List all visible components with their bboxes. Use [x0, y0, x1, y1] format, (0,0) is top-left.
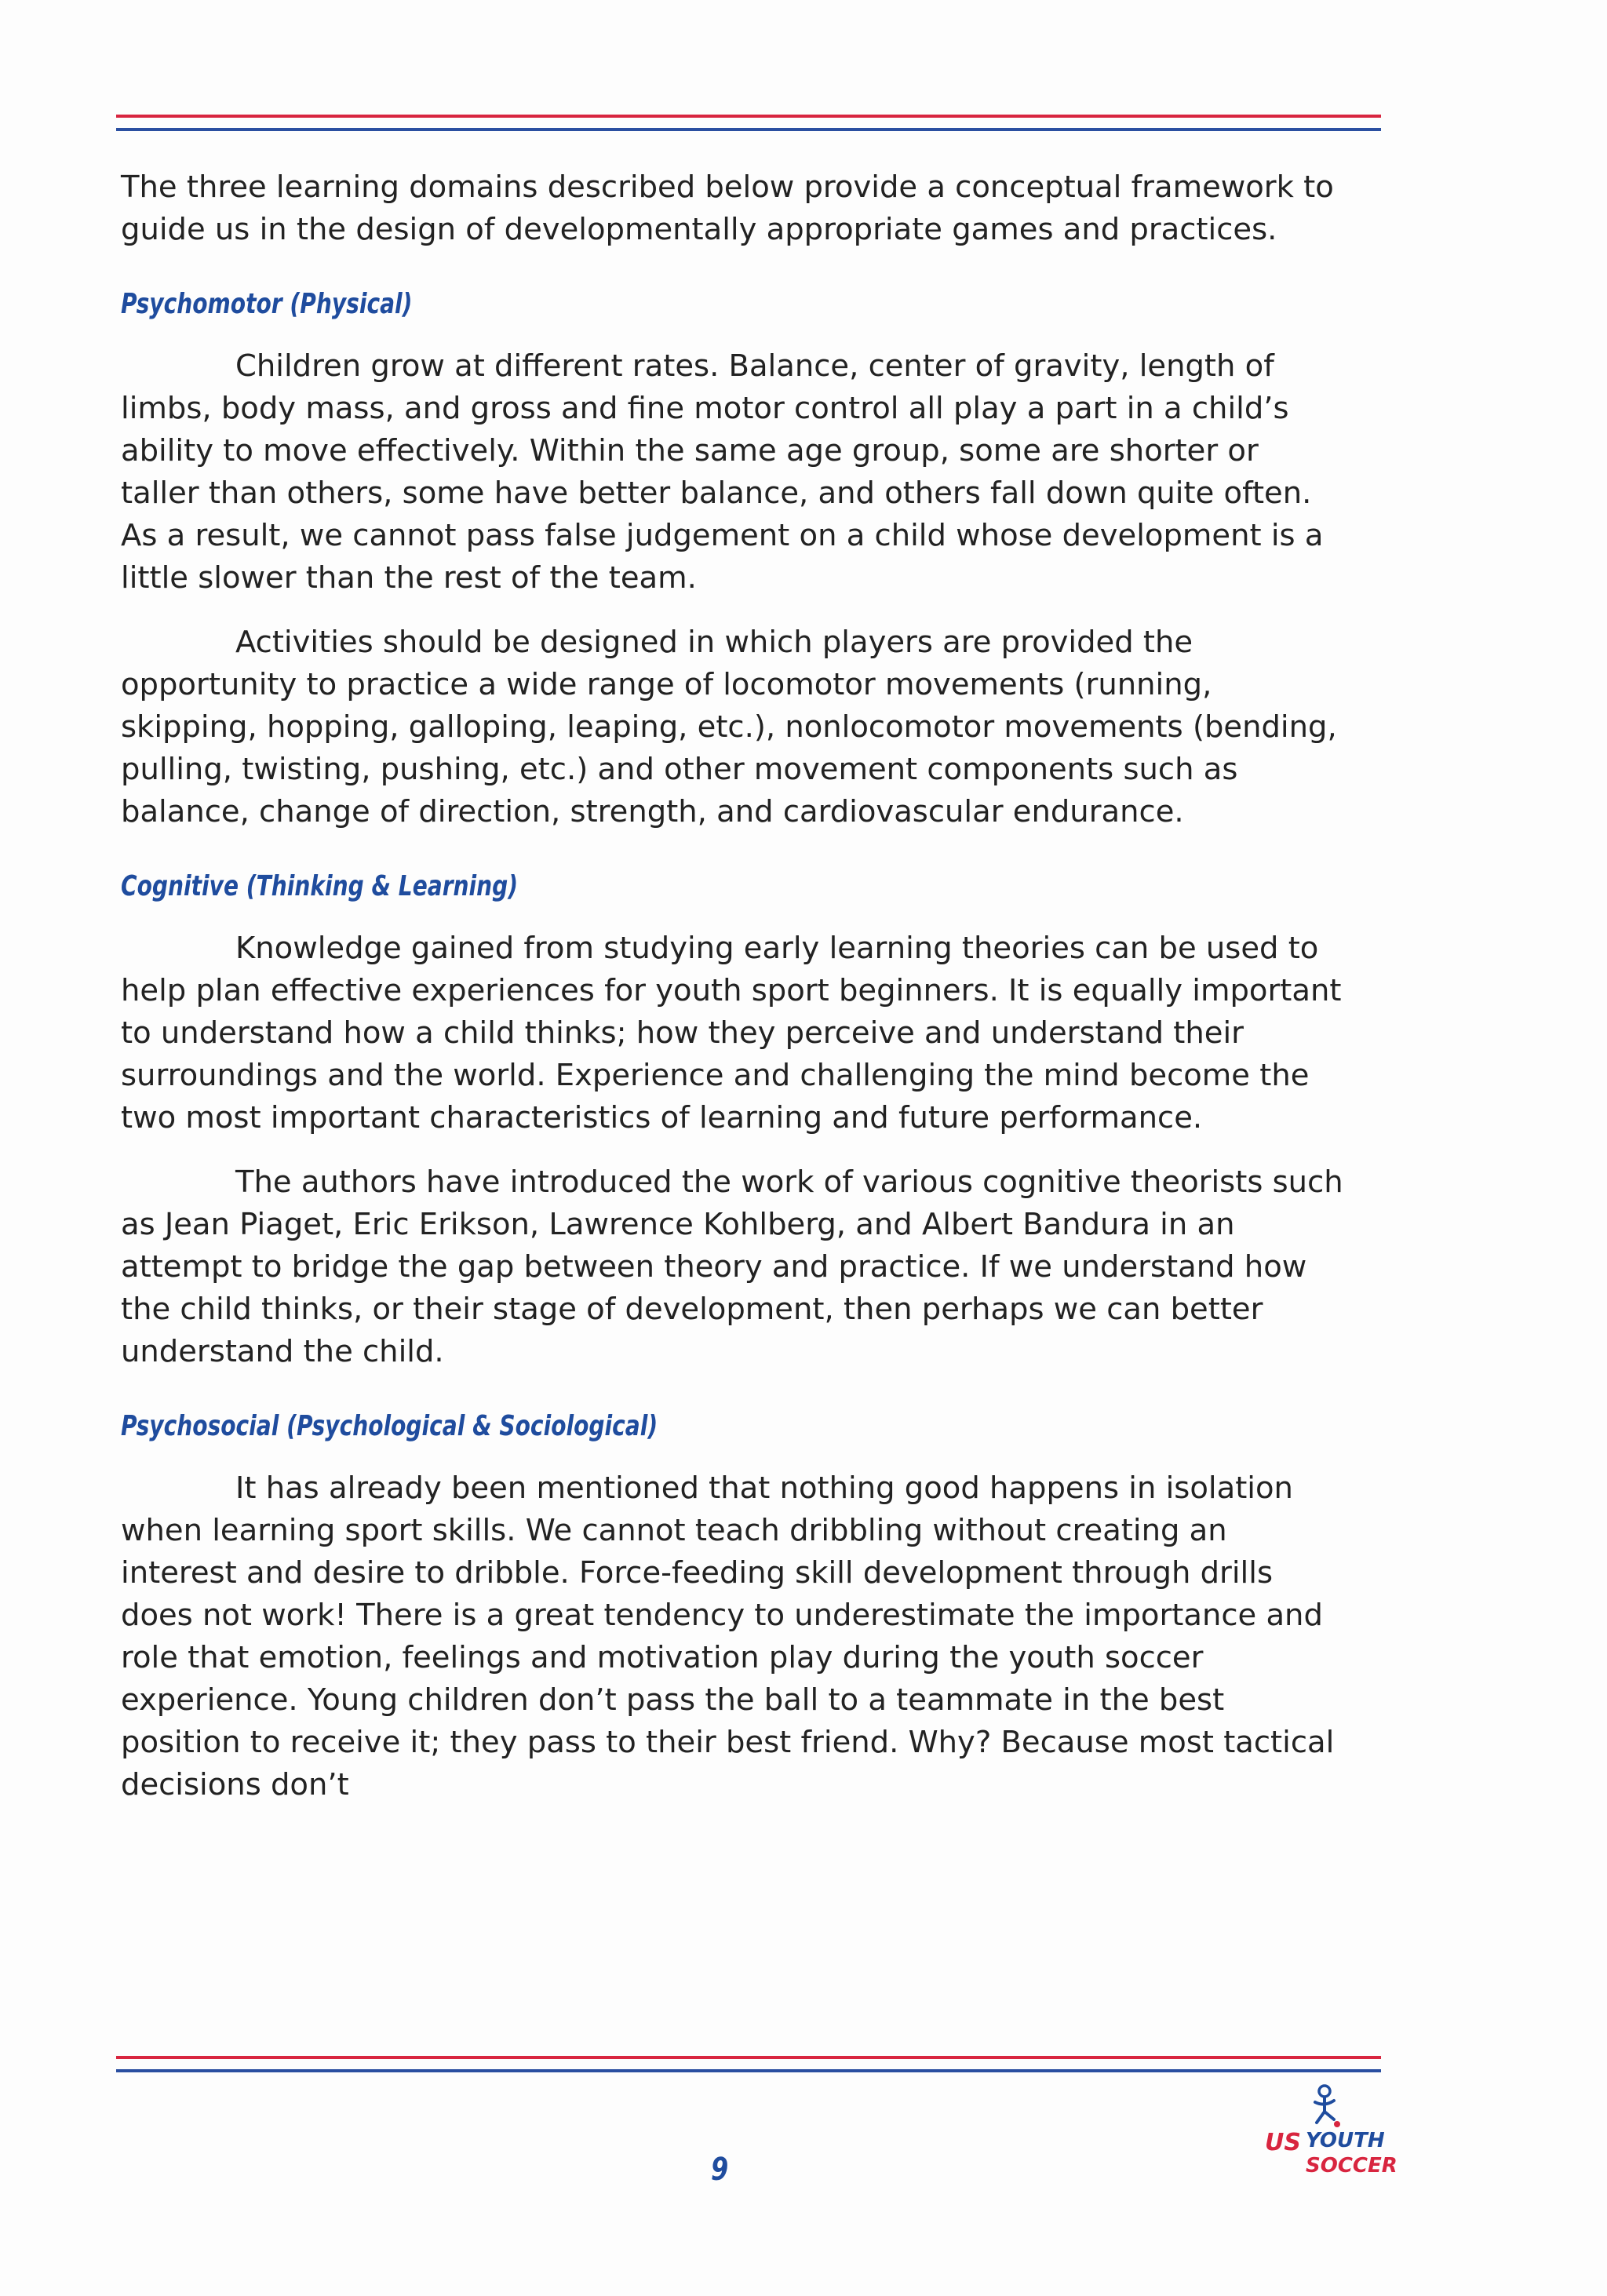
paragraph: Knowledge gained from studying early learning theories can be used to help plan effective experiences for youth sport beginners. It is equally important to understand how a child thinks; how they perceive and understand their surroundings and the world. Experience and challenging the mind become the two most important characteristics of learning and future performance.	[121, 931, 1342, 1135]
header-rule-red	[116, 115, 1381, 118]
page-number: 9	[711, 2152, 729, 2188]
paragraph: Activities should be designed in which players are provided the opportunity to practice a wide range of locomotor movements (running, skipping, hopping, galloping, leaping, etc.), nonlocomotor movements (bending, pulling, twisting, pushing, etc.) and other movement components such as balance, change of direction, strength, and cardiovascular endurance.	[121, 625, 1337, 829]
header-rule-blue	[116, 128, 1381, 131]
paragraph: The authors have introduced the work of various cognitive theorists such as Jean Piaget, Eric Erikson, Lawrence Kohlberg, and Albert Bandura in an attempt to bridge the gap between theory and practice. If we understand how the child thinks, or their stage of development, then perhaps we can better understand the child.	[121, 1164, 1343, 1369]
section-heading: Psychosocial (Psychological & Sociological)	[121, 1410, 658, 1442]
footer-rule-blue	[116, 2069, 1381, 2072]
paragraph: Children grow at different rates. Balance, center of gravity, length of limbs, body mass, and gross and fine motor control all play a part in a child’s ability to move effectively. Within the same age group, some are shorter or taller than others, some have better balance, and others fall down quite often. As a result, we cannot pass false judgement on a child whose development is a little slower than the rest of the team.	[121, 348, 1324, 596]
us-youth-soccer-logo	[1265, 2083, 1397, 2193]
logo-us: US	[1265, 2129, 1301, 2156]
section-heading: Cognitive (Thinking & Learning)	[121, 870, 519, 902]
intro-paragraph: The three learning domains described below provide a conceptual framework to guide us in the design of developmentally appropriate games and practices.	[121, 169, 1334, 247]
section-heading: Psychomotor (Physical)	[121, 288, 413, 320]
page-content	[121, 166, 1345, 1828]
player-figure-icon	[1299, 2083, 1346, 2130]
footer-rule-red	[116, 2056, 1381, 2059]
paragraph: It has already been mentioned that nothing good happens in isolation when learning sport skills. We cannot teach dribbling without creating an interest and desire to dribble. Force-feeding skill development through drills does not work! There is a great tendency to underestimate the importance and role that emotion, feelings and motivation play during the youth soccer experience. Young children don’t pass the ball to a teammate in the best position to receive it; they pass to their best friend. Why? Because most tactical decisions don’t	[121, 1471, 1335, 1802]
section-cognitive	[121, 869, 1345, 1373]
section-psychosocial	[121, 1409, 1345, 1806]
logo-soccer: SOCCER	[1306, 2154, 1397, 2178]
logo-youth: YOUTH	[1306, 2129, 1385, 2152]
section-psychomotor	[121, 287, 1345, 833]
